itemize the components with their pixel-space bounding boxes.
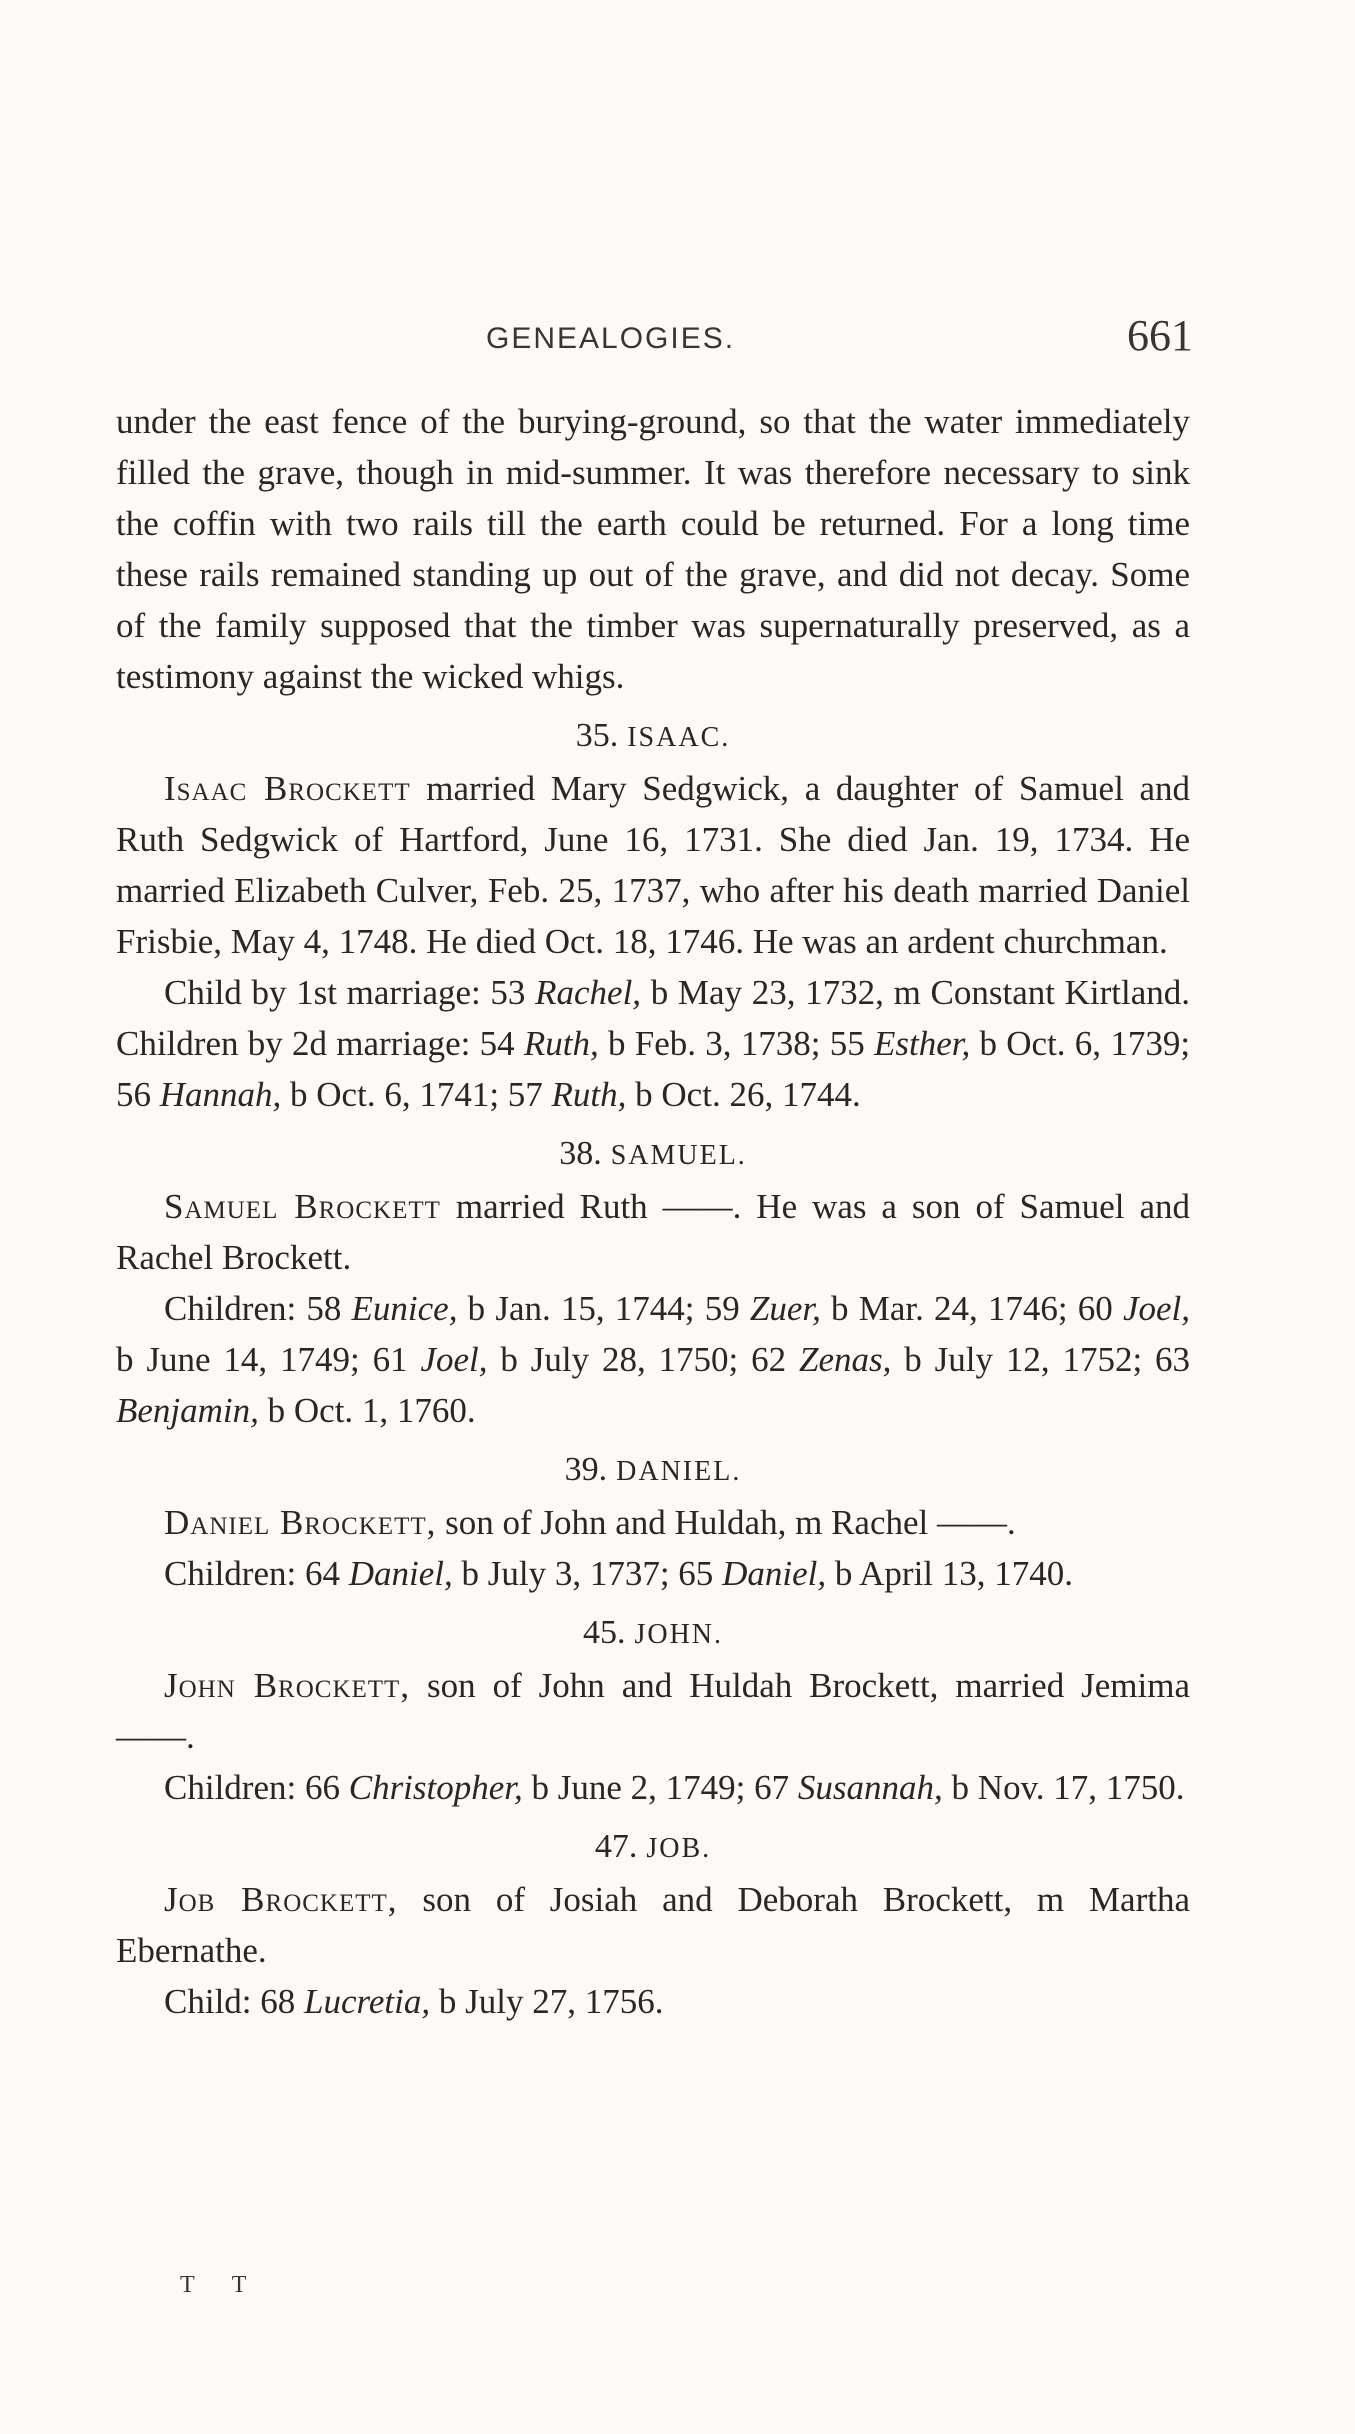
entry-text: son of Josiah and Deborah Brockett, m Martha Ebernathe. [116, 1880, 1191, 1970]
section-name: ISAAC. [627, 722, 731, 753]
section-number: 38. [559, 1135, 602, 1172]
children-text: b June 2, 1749; 67 [531, 1768, 790, 1807]
section-heading-isaac [116, 710, 1190, 763]
child-name: Zuer, [749, 1289, 821, 1328]
children-text: b Feb. 3, 1738; 55 [607, 1024, 865, 1063]
person-name: Isaac Brockett [164, 769, 411, 808]
section-name: JOHN. [634, 1619, 724, 1650]
person-name: Samuel Brockett [164, 1187, 441, 1226]
children-text: b May 23, 1732, m Constant Kirtland. Children by 2d marriage: 54 [116, 973, 1191, 1063]
children-text: b July 27, 1756. [438, 1982, 664, 2021]
children-text: b Nov. 17, 1750. [951, 1768, 1185, 1807]
section-name: SAMUEL. [610, 1140, 747, 1171]
page-number: 661 [1127, 311, 1193, 360]
children-text: b July 3, 1737; 65 [461, 1554, 714, 1593]
section-name: JOB. [646, 1833, 712, 1864]
child-name: Joel, [1122, 1289, 1191, 1328]
entry-text: son of John and Huldah Brockett, married Jemima ——. [116, 1666, 1190, 1756]
children-paragraph-job [116, 1976, 1190, 2027]
child-name: Daniel, [722, 1554, 827, 1593]
section-number: 35. [575, 717, 619, 754]
section-number: 47. [594, 1828, 638, 1865]
section-heading-job [116, 1821, 1190, 1874]
child-name: Eunice, [351, 1289, 458, 1328]
person-name: Daniel Brockett, [164, 1503, 437, 1542]
section-number: 45. [582, 1614, 626, 1651]
children-text: b Oct. 6, 1741; 57 [290, 1075, 543, 1114]
page-header [0, 310, 1355, 370]
children-text: b Jan. 15, 1744; 59 [467, 1289, 740, 1328]
children-text: b Oct. 26, 1744. [635, 1075, 861, 1114]
child-name: Daniel, [348, 1554, 453, 1593]
intro-paragraph: under the east fence of the burying-ground, so that the water immediately filled the grave, though in mid-summer. It was therefore necessary to sink the coffin with two rails till the earth could be returned. For a long time these rails remained standing up out of the grave, and did not decay. Some of the family supposed that the timber was supernaturally preserved, as a testimony against the wicked whigs. [116, 402, 1190, 696]
body-text [116, 396, 1190, 2027]
child-name: Hannah, [159, 1075, 282, 1114]
children-paragraph-isaac [116, 967, 1190, 1120]
children-text: b June 14, 1749; 61 [116, 1340, 408, 1379]
section-heading-john [116, 1607, 1190, 1660]
entry-text: married Mary Sedgwick, a daughter of Samuel and Ruth Sedgwick of Hartford, June 16, 1731. She died Jan. 19, 1734. He married Elizabeth Culver, Feb. 25, 1737, who after his death married Daniel Frisbie, May 4, 1748. He died Oct. 18, 1746. He was an ardent churchman. [116, 769, 1190, 961]
signature-mark: T T [180, 2272, 263, 2298]
child-name: Lucretia, [304, 1982, 431, 2021]
children-text: b Oct. 1, 1760. [267, 1391, 476, 1430]
child-name: Rachel, [535, 973, 642, 1012]
children-paragraph-samuel [116, 1283, 1190, 1436]
child-name: Ruth, [523, 1024, 599, 1063]
entry-paragraph-samuel [116, 1181, 1190, 1283]
section-heading-samuel [116, 1128, 1190, 1181]
children-text: b July 28, 1750; 62 [500, 1340, 787, 1379]
entry-text: married Ruth ——. He was a son of Samuel and Rachel Brockett. [116, 1187, 1190, 1277]
section-heading-daniel [116, 1444, 1190, 1497]
child-name: Ruth, [551, 1075, 627, 1114]
children-text: Children: 58 [164, 1289, 342, 1328]
person-name: Job Brockett, [164, 1880, 398, 1919]
section-name: DANIEL. [616, 1456, 742, 1487]
children-paragraph-john [116, 1762, 1190, 1813]
children-text: b Mar. 24, 1746; 60 [831, 1289, 1113, 1328]
children-text: b Oct. 6, 1739; 56 [116, 1024, 1191, 1114]
running-head: GENEALOGIES. [486, 322, 736, 355]
children-text: Children: 66 [164, 1768, 340, 1807]
entry-paragraph-isaac [116, 763, 1190, 967]
children-text: Child: 68 [164, 1982, 296, 2021]
child-name: Esther, [874, 1024, 971, 1063]
entry-text: son of John and Huldah, m Rachel ——. [445, 1503, 1016, 1542]
child-name: Zenas, [799, 1340, 892, 1379]
children-text: Child by 1st marriage: 53 [164, 973, 526, 1012]
child-name: Susannah, [797, 1768, 943, 1807]
entry-paragraph-daniel [116, 1497, 1190, 1548]
entry-paragraph-john [116, 1660, 1190, 1762]
child-name: Christopher, [348, 1768, 523, 1807]
child-name: Benjamin, [116, 1391, 259, 1430]
entry-paragraph-job [116, 1874, 1190, 1976]
children-text: b July 12, 1752; 63 [904, 1340, 1191, 1379]
children-text: Children: 64 [164, 1554, 340, 1593]
person-name: John Brockett, [164, 1666, 411, 1705]
child-name: Joel, [420, 1340, 488, 1379]
children-paragraph-daniel [116, 1548, 1190, 1599]
children-text: b April 13, 1740. [834, 1554, 1074, 1593]
section-number: 39. [564, 1451, 608, 1488]
